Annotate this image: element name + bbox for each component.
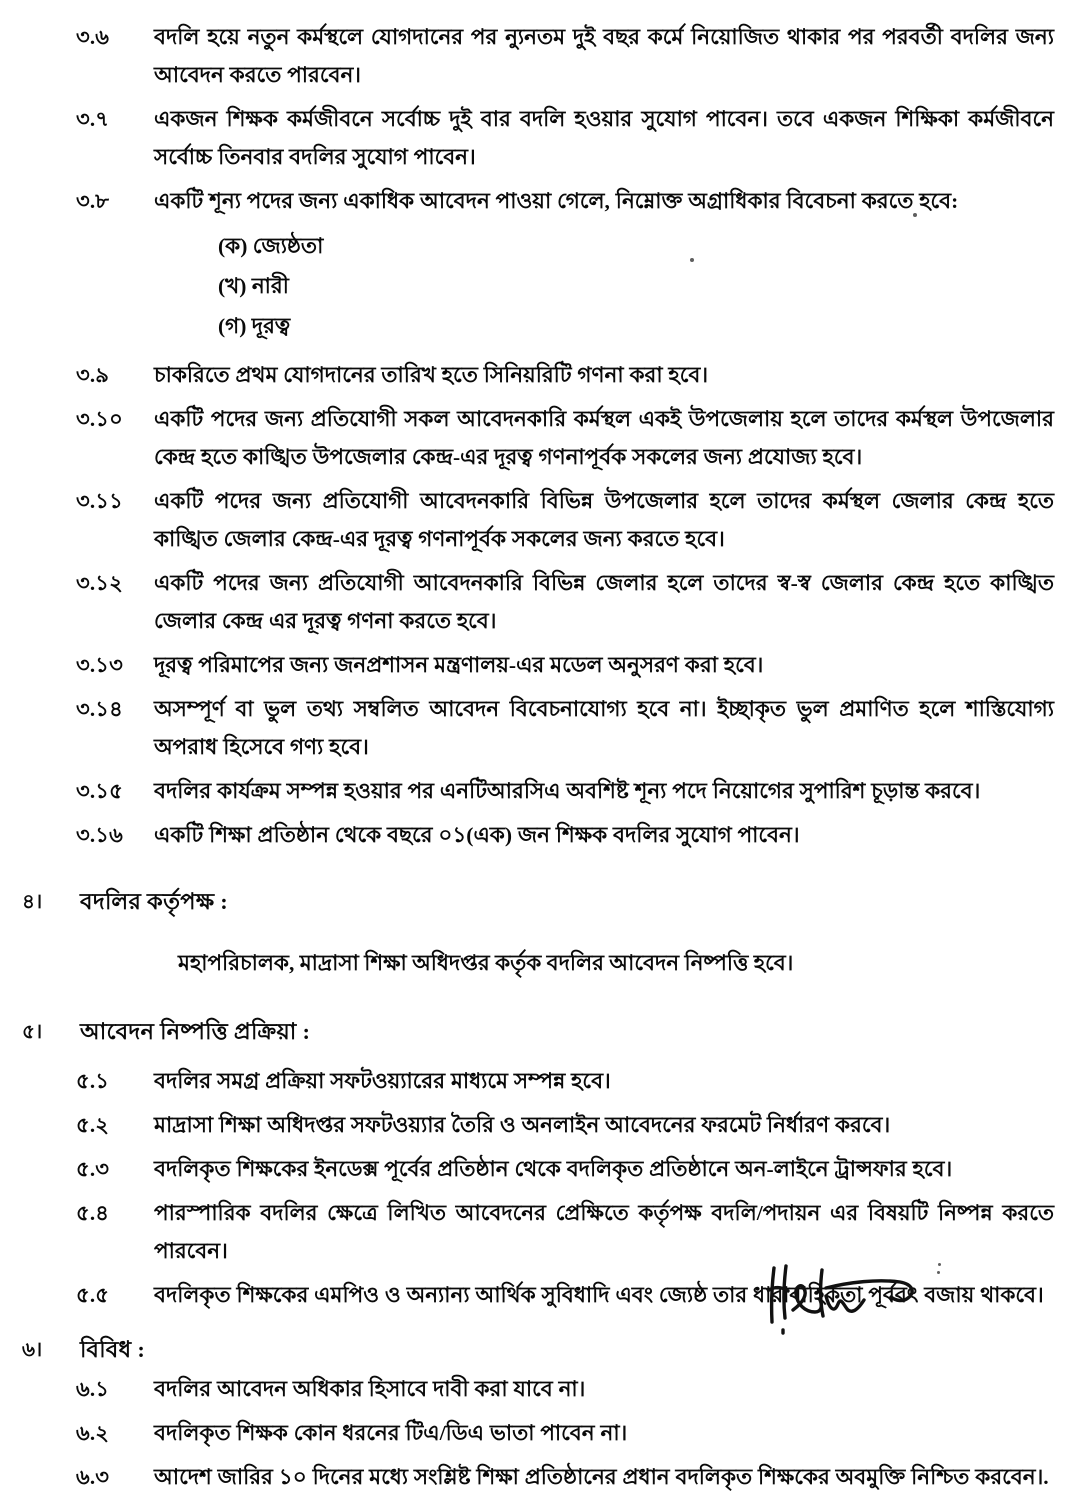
clause-3-6 (0, 18, 1068, 94)
clause-group-section6 (0, 1370, 1068, 1496)
clause-3-9 (0, 356, 1068, 394)
clause-3-8 (0, 182, 1068, 220)
clause-3-15 (0, 772, 1068, 810)
clause-3-7 (0, 100, 1068, 176)
clause-3-14 (0, 690, 1068, 766)
clause-number: ৩.১০ (76, 407, 123, 431)
spacer (0, 1320, 1068, 1330)
clause-number: ৩.১৬ (76, 823, 123, 847)
section-title: আবেদন নিষ্পত্তি প্রক্রিয়া : (80, 1019, 311, 1044)
clause-3-11 (0, 482, 1068, 558)
scan-speckle (690, 258, 694, 262)
clause-number: ৩.৯ (76, 363, 110, 387)
clause-number: ৬.২ (76, 1421, 110, 1445)
clause-text: বদলিকৃত শিক্ষকের ইনডেক্স পূর্বের প্রতিষ্ঠান থেকে বদলিকৃত প্রতিষ্ঠানে অন-লাইনে ট্রান্সফার হবে। (154, 1157, 953, 1181)
clause-number: ৬.১ (76, 1377, 110, 1401)
spacer (0, 922, 1068, 944)
clause-3-13 (0, 646, 1068, 684)
section-number: ৫। (22, 1021, 43, 1043)
clause-3-10 (0, 400, 1068, 476)
scan-speckle (938, 1263, 941, 1266)
clause-text: বদলি হয়ে নতুন কর্মস্থলে যোগদানের পর ন্যুনতম দুই বছর কর্মে নিয়োজিত থাকার পর পরবর্তী বদলির জন্য আবেদন করতে পারবেন। (154, 25, 1054, 87)
clause-number: ৫.২ (76, 1113, 110, 1137)
clause-number: ৩.১২ (76, 571, 123, 595)
priority-item-ga: (গ) দূরত্ব (218, 314, 291, 338)
priority-item-kha: (খ) নারী (218, 274, 289, 298)
clause-text: চাকরিতে প্রথম যোগদানের তারিখ হতে সিনিয়রিটি গণনা করা হবে। (154, 363, 709, 387)
clause-6-3 (0, 1458, 1068, 1496)
scan-speckle (913, 213, 917, 217)
clause-text: অসম্পূর্ণ বা ভুল তথ্য সম্বলিত আবেদন বিবেচনাযোগ্য হবে না। ইচ্ছাকৃত ভুল প্রমাণিত হলে শাস্তিযোগ্য অপরাধ হিসেবে গণ্য হবে। (154, 697, 1054, 759)
clause-number: ৩.১৩ (76, 653, 123, 677)
clause-6-1 (0, 1370, 1068, 1408)
spacer (0, 982, 1068, 1012)
clause-text: মাদ্রাসা শিক্ষা অধিদপ্তর সফটওয়্যার তৈরি ও অনলাইন আবেদনের ফরমেট নির্ধারণ করবে। (154, 1113, 891, 1137)
priority-item-ka: (ক) জ্যেষ্ঠতা (218, 234, 324, 258)
spacer (0, 860, 1068, 882)
clause-number: ৫.৫ (76, 1283, 110, 1307)
section-title: বিবিধ : (80, 1337, 146, 1362)
section-heading-5 (0, 1012, 1068, 1052)
section-heading-6 (0, 1330, 1068, 1370)
section-title: বদলির কর্তৃপক্ষ : (80, 889, 229, 914)
clause-number: ৩.১৪ (76, 697, 123, 721)
clause-text: বদলিকৃত শিক্ষক কোন ধরনের টিএ/ডিএ ভাতা পাবেন না। (154, 1421, 628, 1445)
clause-5-4 (0, 1194, 1068, 1270)
clause-text: বদলির সমগ্র প্রক্রিয়া সফটওয়্যারের মাধ্যমে সম্পন্ন হবে। (154, 1069, 611, 1093)
clause-text: বদলির কার্যক্রম সম্পন্ন হওয়ার পর এনটিআরসিএ অবশিষ্ট শূন্য পদে নিয়োগের সুপারিশ চূড়ান্ত করবে। (154, 779, 981, 803)
clause-text: একটি শূন্য পদের জন্য একাধিক আবেদন পাওয়া গেলে, নিম্নোক্ত অগ্রাধিকার বিবেচনা করতে হবে: (154, 189, 959, 213)
clause-text: একটি পদের জন্য প্রতিযোগী সকল আবেদনকারি কর্মস্থল একই উপজেলায় হলে তাদের কর্মস্থল উপজেলার কেন্দ্র হতে কাঙ্খিত উপজেলার কেন্দ্র-এর দূরত্ব গণনাপূর্বক সকলের জন্য প্রযোজ্য হবে। (154, 407, 1054, 469)
clause-number: ৩.১৫ (76, 779, 123, 803)
section-number: ৬। (22, 1339, 43, 1361)
clause-5-1 (0, 1062, 1068, 1100)
scan-speckle (937, 1271, 940, 1274)
clause-5-2 (0, 1106, 1068, 1144)
clause-number: ৩.৮ (76, 189, 110, 213)
clause-3-16 (0, 816, 1068, 854)
section-4-body: মহাপরিচালক, মাদ্রাসা শিক্ষা অধিদপ্তর কর্তৃক বদলির আবেদন নিষ্পত্তি হবে। (178, 951, 794, 975)
clause-5-5 (0, 1276, 1068, 1314)
clause-text: একটি পদের জন্য প্রতিযোগী আবেদনকারি বিভিন্ন উপজেলার হলে তাদের কর্মস্থল জেলার কেন্দ্র হতে কাঙ্খিত জেলার কেন্দ্র-এর দূরত্ব গণনাপূর্বক সকলের জন্য করতে হবে। (154, 489, 1054, 551)
clause-text: আদেশ জারির ১০ দিনের মধ্যে সংশ্লিষ্ট শিক্ষা প্রতিষ্ঠানের প্রধান বদলিকৃত শিক্ষকের অবমুক্তি নিশ্চিত করবেন।. (154, 1465, 1049, 1489)
clause-text: একজন শিক্ষক কর্মজীবনে সর্বোচ্চ দুই বার বদলি হওয়ার সুযোগ পাবেন। তবে একজন শিক্ষিকা কর্মজীবনে সর্বোচ্চ তিনবার বদলির সুযোগ পাবেন। (154, 107, 1054, 169)
clause-group-section5 (0, 1062, 1068, 1314)
spacer (0, 1052, 1068, 1062)
clause-text: একটি পদের জন্য প্রতিযোগী আবেদনকারি বিভিন্ন জেলার হলে তাদের স্ব-স্ব জেলার কেন্দ্র হতে কাঙ্খিত জেলার কেন্দ্র এর দূরত্ব গণনা করতে হবে। (154, 571, 1054, 633)
clause-text: একটি শিক্ষা প্রতিষ্ঠান থেকে বছরে ০১(এক) জন শিক্ষক বদলির সুযোগ পাবেন। (154, 823, 800, 847)
clause-6-2 (0, 1414, 1068, 1452)
section-number: ৪। (22, 891, 43, 913)
clause-text: বদলির আবেদন অধিকার হিসাবে দাবী করা যাবে না। (154, 1377, 586, 1401)
clause-number: ৩.৭ (76, 107, 110, 131)
clause-3-12 (0, 564, 1068, 640)
clause-number: ৩.৬ (76, 25, 110, 49)
clause-text: দূরত্ব পরিমাপের জন্য জনপ্রশাসন মন্ত্রণালয়-এর মডেল অনুসরণ করা হবে। (154, 653, 764, 677)
section-heading-4 (0, 882, 1068, 922)
clause-number: ৫.১ (76, 1069, 110, 1093)
clause-number: ৩.১১ (76, 489, 123, 513)
priority-sublist (0, 226, 1068, 346)
clause-number: ৫.৩ (76, 1157, 110, 1181)
clause-text: বদলিকৃত শিক্ষকের এমপিও ও অন্যান্য আর্থিক সুবিধাদি এবং জ্যেষ্ঠ তার ধারাবাহিকতা পূর্ববৎ বজায় থাকবে। (154, 1283, 1044, 1307)
clause-number: ৬.৩ (76, 1465, 110, 1489)
clause-5-3 (0, 1150, 1068, 1188)
clause-number: ৫.৪ (76, 1201, 110, 1225)
clause-text: পারস্পারিক বদলির ক্ষেত্রে লিখিত আবেদনের প্রেক্ষিতে কর্তৃপক্ষ বদলি/পদায়ন এর বিষয়টি নিষ্পন্ন করতে পারবেন। (154, 1201, 1054, 1263)
spacer (0, 346, 1068, 356)
